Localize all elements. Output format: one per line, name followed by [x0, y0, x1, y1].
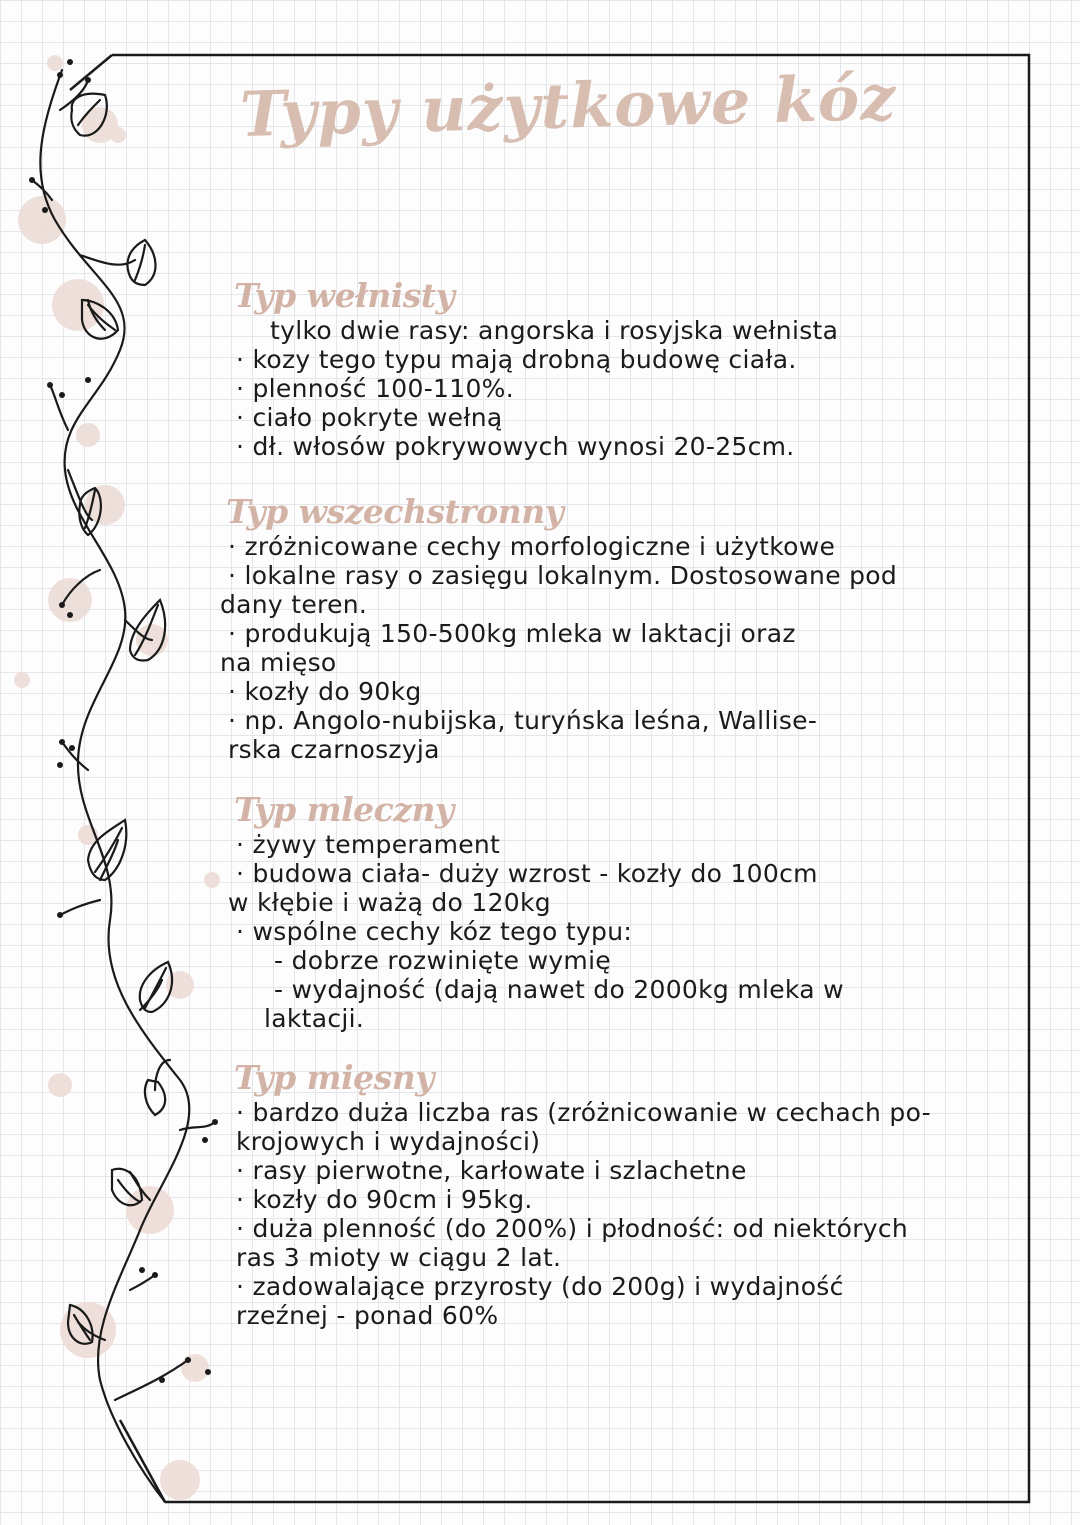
- page-title: Typy użytkowe kóz: [239, 60, 898, 151]
- section-line: rska czarnoszyja: [228, 735, 440, 764]
- section-line: · produkują 150-500kg mleka w laktacji oraz: [228, 619, 796, 648]
- section-heading: Typ wełnisty: [234, 276, 455, 315]
- section-wszechstronny: [220, 492, 1010, 764]
- section-line: · kozły do 90kg: [228, 677, 422, 706]
- section-line: tylko dwie rasy: angorska i rosyjska wełnista: [270, 316, 839, 345]
- section-line: dany teren.: [220, 590, 368, 619]
- section-mleczny: [228, 790, 1018, 1033]
- section-line: · żywy temperament: [236, 830, 501, 859]
- section-line: krojowych i wydajności): [236, 1127, 541, 1156]
- section-line: na mięso: [220, 648, 337, 677]
- section-line: - wydajność (dają nawet do 2000kg mleka w: [274, 975, 844, 1004]
- section-line: laktacji.: [264, 1004, 365, 1033]
- section-line: ras 3 mioty w ciągu 2 lat.: [236, 1243, 562, 1272]
- section-line: rzeźnej - ponad 60%: [236, 1301, 499, 1330]
- section-line: · duża plenność (do 200%) i płodność: od niektórych: [236, 1214, 909, 1243]
- section-line: · dł. włosów pokrywowych wynosi 20-25cm.: [236, 432, 795, 461]
- section-line: · budowa ciała- duży wzrost - kozły do 100cm: [236, 859, 818, 888]
- section-line: · zróżnicowane cechy morfologiczne i użytkowe: [228, 532, 836, 561]
- section-line: · wspólne cechy kóz tego typu:: [236, 917, 633, 946]
- section-heading: Typ wszechstronny: [226, 492, 564, 531]
- section-line: · np. Angolo-nubijska, turyńska leśna, Wallise-: [228, 706, 818, 735]
- section-line: · kozy tego typu mają drobną budowę ciała.: [236, 345, 797, 374]
- section-line: w kłębie i ważą do 120kg: [228, 888, 551, 917]
- section-line: · plenność 100-110%.: [236, 374, 514, 403]
- section-line: · rasy pierwotne, karłowate i szlachetne: [236, 1156, 747, 1185]
- section-line: - dobrze rozwinięte wymię: [274, 946, 611, 975]
- section-line: · lokalne rasy o zasięgu lokalnym. Dostosowane pod: [228, 561, 898, 590]
- section-line: · zadowalające przyrosty (do 200g) i wydajność: [236, 1272, 844, 1301]
- section-heading: Typ mleczny: [234, 790, 454, 829]
- section-line: · ciało pokryte wełną: [236, 403, 503, 432]
- section-line: · bardzo duża liczba ras (zróżnicowanie w cechach po-: [236, 1098, 931, 1127]
- section-welnisty: [228, 276, 1018, 461]
- section-miesny: [228, 1058, 1018, 1330]
- section-line: · kozły do 90cm i 95kg.: [236, 1185, 533, 1214]
- section-heading: Typ mięsny: [234, 1058, 434, 1097]
